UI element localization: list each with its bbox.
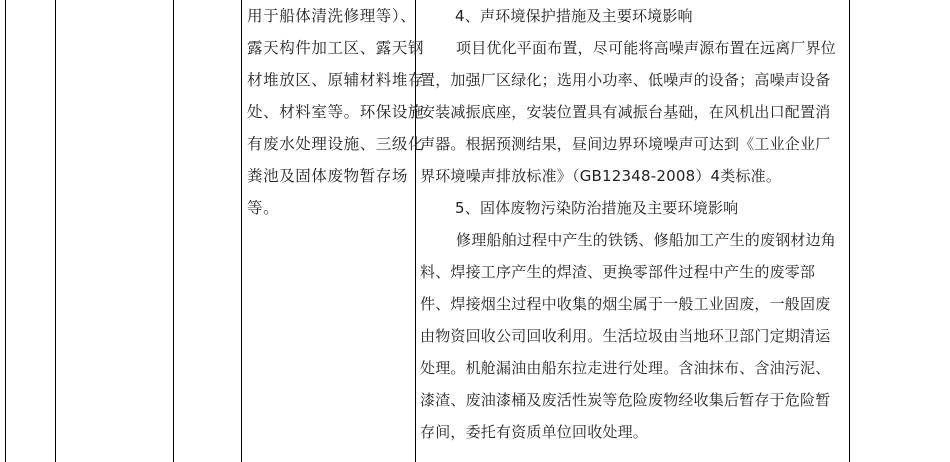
facilities-line: 粪池及固体废物暂存场 xyxy=(247,167,409,185)
table-border-right xyxy=(849,0,850,462)
environmental-impact-cell xyxy=(420,0,846,448)
noise-paragraph-line: 项目优化平面布置，尽可能将高噪声源布置在远离厂界位 xyxy=(456,39,837,57)
table-column-divider-3 xyxy=(241,0,242,462)
table-border-left xyxy=(5,0,6,462)
facilities-line: 用于船体清洗修理等）、 xyxy=(247,7,417,25)
noise-paragraph-line: 声器。根据预测结果，昼间边界环境噪声可达到《工业企业厂 xyxy=(420,135,831,153)
table-column-divider-2 xyxy=(173,0,174,462)
solid-waste-paragraph-line: 处理。机舱漏油由船东拉走进行处理。含油抹布、含油污泥、 xyxy=(420,359,831,377)
facilities-line: 有废水处理设施、三级化 xyxy=(247,135,425,153)
solid-waste-paragraph-line: 件、焊接烟尘过程中收集的烟尘属于一般工业固废，一般固废 xyxy=(420,295,831,313)
facilities-line: 露天构件加工区、露天钢 xyxy=(247,39,425,57)
solid-waste-paragraph-line: 漆渣、废油漆桶及废活性炭等危险废物经收集后暂存于危险暂 xyxy=(420,391,831,409)
noise-paragraph-line: 界环境噪声排放标准》（GB12348-2008）4类标准。 xyxy=(420,167,782,185)
table-column-divider-1 xyxy=(55,0,56,462)
solid-waste-paragraph-line: 由物资回收公司回收利用。生活垃圾由当地环卫部门定期清运 xyxy=(420,327,831,345)
facilities-line: 处、材料室等。环保设施 xyxy=(247,103,425,121)
facilities-line: 等。 xyxy=(247,199,280,217)
facilities-line: 材堆放区、原辅材料堆存 xyxy=(247,71,425,89)
solid-waste-paragraph-line: 存间，委托有资质单位回收处理。 xyxy=(420,423,649,441)
solid-waste-section-heading: 5、固体废物污染防治措施及主要环境影响 xyxy=(455,199,739,217)
facilities-cell xyxy=(247,0,425,224)
noise-paragraph-line: 置，加强厂区绿化；选用小功率、低噪声的设备；高噪声设备 xyxy=(420,71,831,89)
noise-section-heading: 4、声环境保护措施及主要环境影响 xyxy=(455,7,693,25)
noise-paragraph-line: 安装减振底座，安装位置具有减振台基础，在风机出口配置消 xyxy=(420,103,831,121)
solid-waste-paragraph-line: 料、焊接工序产生的焊渣、更换零部件过程中产生的废零部 xyxy=(420,263,816,281)
solid-waste-paragraph-line: 修理船舶过程中产生的铁锈、修船加工产生的废钢材边角 xyxy=(456,231,837,249)
table-column-divider-4 xyxy=(415,0,416,462)
